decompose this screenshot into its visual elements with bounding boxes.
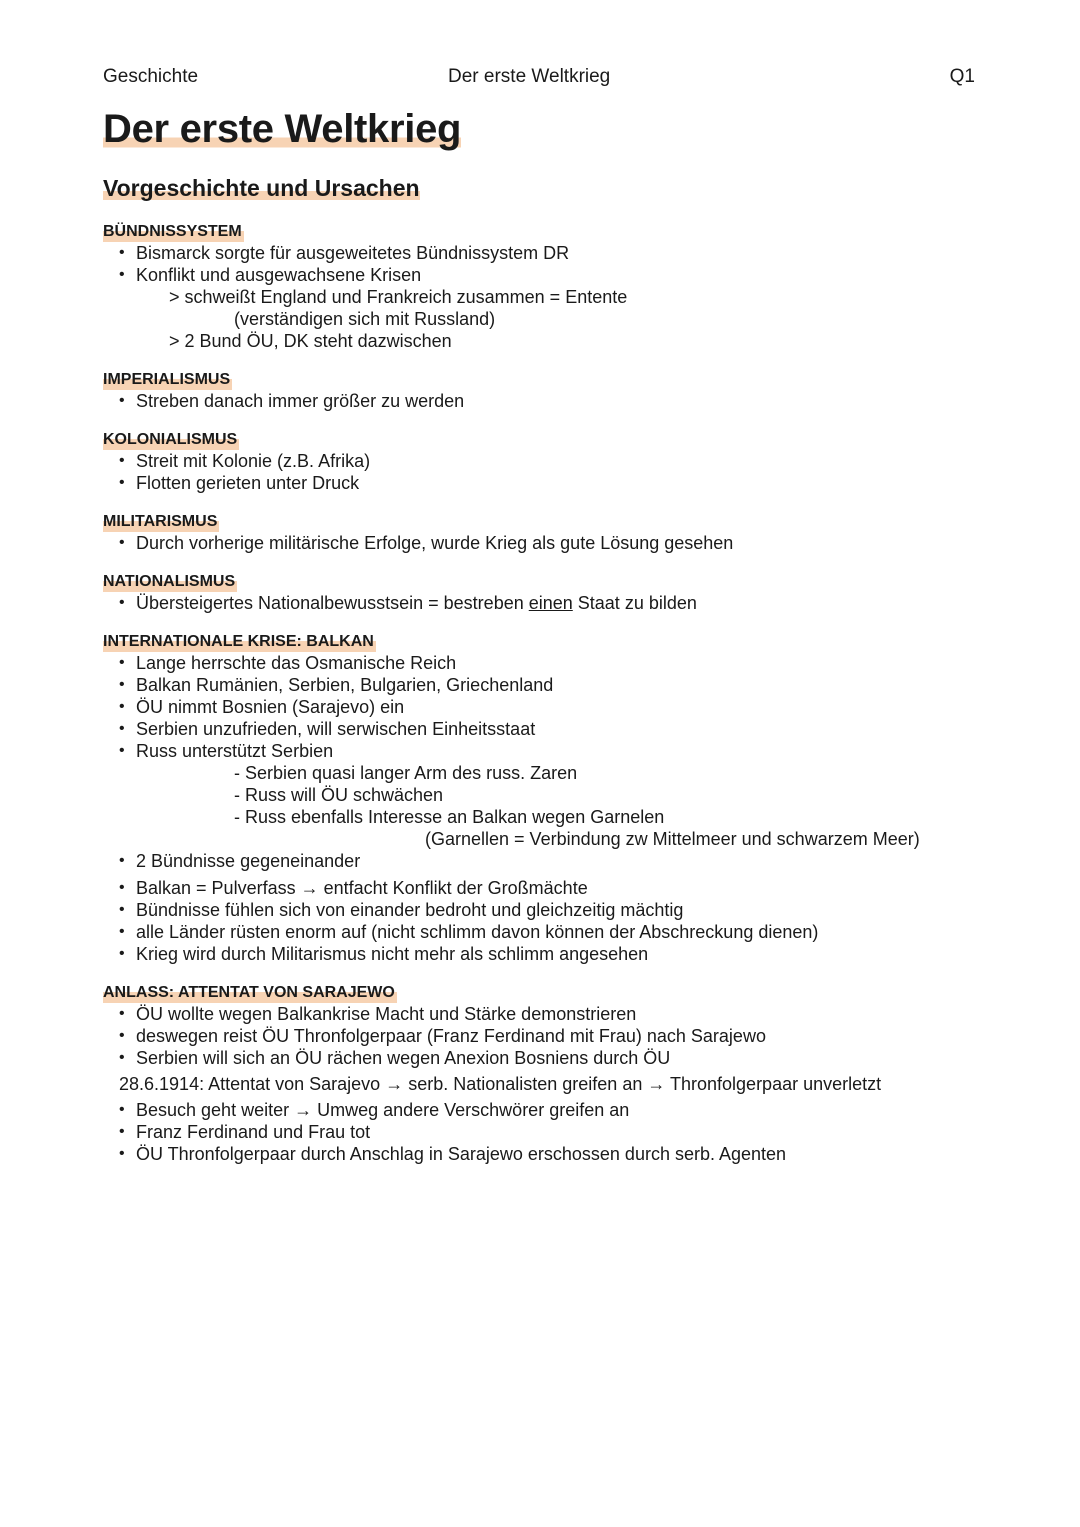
list-item: • Lange herrschte das Osmanische Reich [103,652,975,674]
list-item: • Streben danach immer größer zu werden [103,390,975,412]
section-nationalismus [103,572,975,614]
text-part: Übersteigertes Nationalbewusstsein = bestreben [136,593,529,613]
section-kolonialismus [103,430,975,494]
list-item: • ÖU nimmt Bosnien (Sarajevo) ein [103,696,975,718]
header-course: Q1 [949,66,975,87]
underlined-word: einen [528,593,573,613]
sub-item: - Russ will ÖU schwächen [234,785,444,805]
sub-item: (verständigen sich mit Russland) [234,309,496,329]
section-heading: MILITARISMUS [103,513,218,530]
section-heading: KOLONIALISMUS [103,431,238,448]
list-item: • Serbien unzufrieden, will serwischen Einheitsstaat [103,718,975,740]
section-balkan [103,632,975,965]
sub-item: > 2 Bund ÖU, DK steht dazwischen [169,331,452,351]
sub-item: > schweißt England und Frankreich zusammen = Entente [169,287,628,307]
list-item: • ÖU wollte wegen Balkankrise Macht und Stärke demonstrieren [103,1003,975,1025]
section-heading: INTERNATIONALE KRISE: BALKAN [103,633,374,650]
list-item: • Bismarck sorgte für ausgeweitetes Bündnissystem DR [103,242,975,264]
section-heading: ANLASS: ATTENTAT VON SARAJEWO [103,984,395,1001]
document-page [103,62,975,1165]
list-item: • Balkan Rumänien, Serbien, Bulgarien, Griechenland [103,674,975,696]
list-item: • ÖU Thronfolgerpaar durch Anschlag in Sarajewo erschossen durch serb. Agenten [103,1143,975,1165]
list-item: • Franz Ferdinand und Frau tot [103,1121,975,1143]
list-item: • Flotten gerieten unter Druck [103,472,975,494]
section-heading: NATIONALISMUS [103,573,236,590]
section-militarismus [103,512,975,554]
list-item: • Durch vorherige militärische Erfolge, wurde Krieg als gute Lösung gesehen [103,532,975,554]
section-imperialismus [103,370,975,412]
section-buendnissystem [103,222,975,352]
section-heading: BÜNDNISSYSTEM [103,223,242,240]
list-item: • Konflikt und ausgewachsene Krisen [103,264,975,286]
list-item: • deswegen reist ÖU Thronfolgerpaar (Franz Ferdinand mit Frau) nach Sarajewo [103,1025,975,1047]
sub-item: - Russ ebenfalls Interesse an Balkan wegen Garnelen [234,807,665,827]
list-item: • Krieg wird durch Militarismus nicht mehr als schlimm angesehen [103,943,975,965]
page-header [103,62,975,92]
list-item: • Balkan = Pulverfass → entfacht Konflikt der Großmächte [103,877,975,899]
header-subject: Geschichte [103,66,199,87]
sub-item: (Garnellen = Verbindung zw Mittelmeer und schwarzem Meer) [425,829,920,849]
list-item: • Serbien will sich an ÖU rächen wegen Anexion Bosniens durch ÖU [103,1047,975,1069]
list-item: • Bündnisse fühlen sich von einander bedroht und gleichzeitig mächtig [103,899,975,921]
section-anlass [103,983,975,1165]
sub-item: - Serbien quasi langer Arm des russ. Zaren [234,763,578,783]
section-heading: IMPERIALISMUS [103,371,231,388]
list-item [103,592,975,614]
section-title: Vorgeschichte und Ursachen [103,175,420,201]
list-item: • Streit mit Kolonie (z.B. Afrika) [103,450,975,472]
list-item: • Russ unterstützt Serbien [103,740,975,762]
list-item: • 2 Bündnisse gegeneinander [103,850,975,872]
date-line: 28.6.1914: Attentat von Sarajevo → serb. Nationalisten greifen an → Thronfolgerpaar unverletzt [119,1074,882,1094]
page-title: Der erste Weltkrieg [103,107,462,151]
list-item: • Besuch geht weiter → Umweg andere Verschwörer greifen an [103,1099,975,1121]
list-item: • alle Länder rüsten enorm auf (nicht schlimm davon können der Abschreckung dienen) [103,921,975,943]
text-part: Staat zu bilden [572,593,697,613]
header-topic: Der erste Weltkrieg [448,66,611,87]
